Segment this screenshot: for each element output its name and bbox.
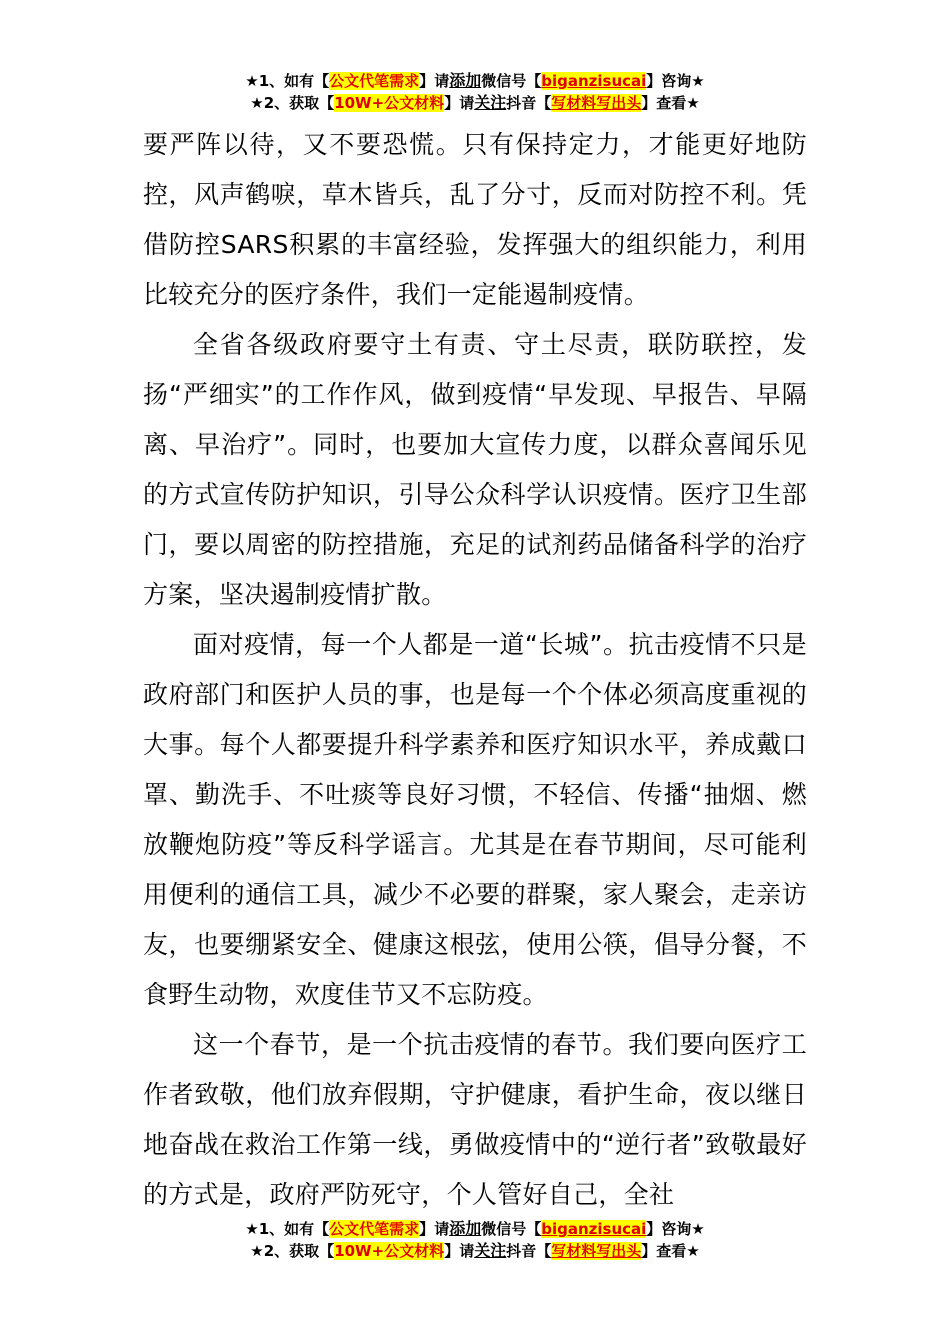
promo-text: 】咨询★ [646, 72, 705, 90]
promo-emphasis: 关注 [474, 93, 507, 112]
promo-line-2 [0, 92, 950, 114]
promo-highlight: 10W+公文材料 [334, 94, 445, 112]
promo-text: 抖音【 [506, 1242, 552, 1260]
promo-highlight: 公文代笔需求 [329, 1220, 420, 1238]
promo-text: 】查看★ [641, 94, 700, 112]
promo-text: ★2、获取 [250, 1242, 320, 1260]
promo-banner-bottom [0, 1218, 950, 1262]
wechat-id-link[interactable]: biganzisucai [541, 72, 647, 90]
promo-emphasis: 添加 [449, 71, 482, 90]
douyin-account-link[interactable]: 写材料写出头 [551, 1242, 642, 1260]
paragraph-3: 面对疫情，每一个人都是一道“长城”。抗击疫情不只是政府部门和医护人员的事，也是每一个个体必须高度重视的大事。每个人都要提升科学素养和医疗知识水平，养成戴口罩、勤洗手、不吐痰等良好习惯，不轻信、传播“抽烟、燃放鞭炮防疫”等反科学谣言。尤其是在春节期间，尽可能利用便利的通信工具，减少不必要的群聚，家人聚会，走亲访友，也要绷紧安全、健康这根弦，使用公筷，倡导分餐，不食野生动物，欢度佳节又不忘防疫。 [143, 630, 807, 1009]
promo-text: 请 [459, 1242, 475, 1260]
promo-highlight: 公文代笔需求 [329, 72, 420, 90]
paragraph-4: 这一个春节，是一个抗击疫情的春节。我们要向医疗工作者致敬，他们放弃假期，守护健康，看护生命，夜以继日地奋战在救治工作第一线，勇做疫情中的“逆行者”致敬最好的方式是，政府严防死守，个人管好自己，全社 [143, 1030, 807, 1209]
promo-bracket: 】 [444, 1242, 460, 1260]
promo-text: ★2、获取 [250, 94, 320, 112]
promo-bracket: 】 [419, 1220, 435, 1238]
promo-text: 请 [434, 72, 450, 90]
promo-bracket: 【 [314, 1220, 330, 1238]
promo-text: 微信号【 [481, 1220, 542, 1238]
douyin-account-link[interactable]: 写材料写出头 [551, 94, 642, 112]
promo-line-1 [0, 1218, 950, 1240]
promo-bracket: 【 [314, 72, 330, 90]
promo-text: 】查看★ [641, 1242, 700, 1260]
promo-bracket: 】 [419, 72, 435, 90]
promo-highlight: 10W+公文材料 [334, 1242, 445, 1260]
promo-emphasis: 添加 [449, 1219, 482, 1238]
promo-text: ★1、如有 [245, 72, 315, 90]
promo-bracket: 【 [319, 1242, 335, 1260]
promo-text: 请 [434, 1220, 450, 1238]
promo-text: 请 [459, 94, 475, 112]
paragraph-2: 全省各级政府要守土有责、守土尽责，联防联控，发扬“严细实”的工作作风，做到疫情“早发现、早报告、早隔离、早治疗”。同时，也要加大宣传力度，以群众喜闻乐见的方式宣传防护知识，引导公众科学认识疫情。医疗卫生部门，要以周密的防控措施，充足的试剂药品储备科学的治疗方案，坚决遏制疫情扩散。 [143, 330, 807, 609]
promo-text: ★1、如有 [245, 1220, 315, 1238]
promo-text: 微信号【 [481, 72, 542, 90]
document-body [143, 120, 807, 1220]
promo-line-2 [0, 1240, 950, 1262]
wechat-id-link[interactable]: biganzisucai [541, 1220, 647, 1238]
promo-text: 抖音【 [506, 94, 552, 112]
promo-line-1 [0, 70, 950, 92]
promo-banner-top [0, 70, 950, 114]
promo-text: 】咨询★ [646, 1220, 705, 1238]
promo-bracket: 【 [319, 94, 335, 112]
promo-emphasis: 关注 [474, 1241, 507, 1260]
promo-bracket: 】 [444, 94, 460, 112]
paragraph-1: 要严阵以待，又不要恐慌。只有保持定力，才能更好地防控，风声鹤唳，草木皆兵，乱了分寸，反而对防控不利。凭借防控SARS积累的丰富经验，发挥强大的组织能力，利用比较充分的医疗条件，我们一定能遏制疫情。 [143, 130, 807, 309]
